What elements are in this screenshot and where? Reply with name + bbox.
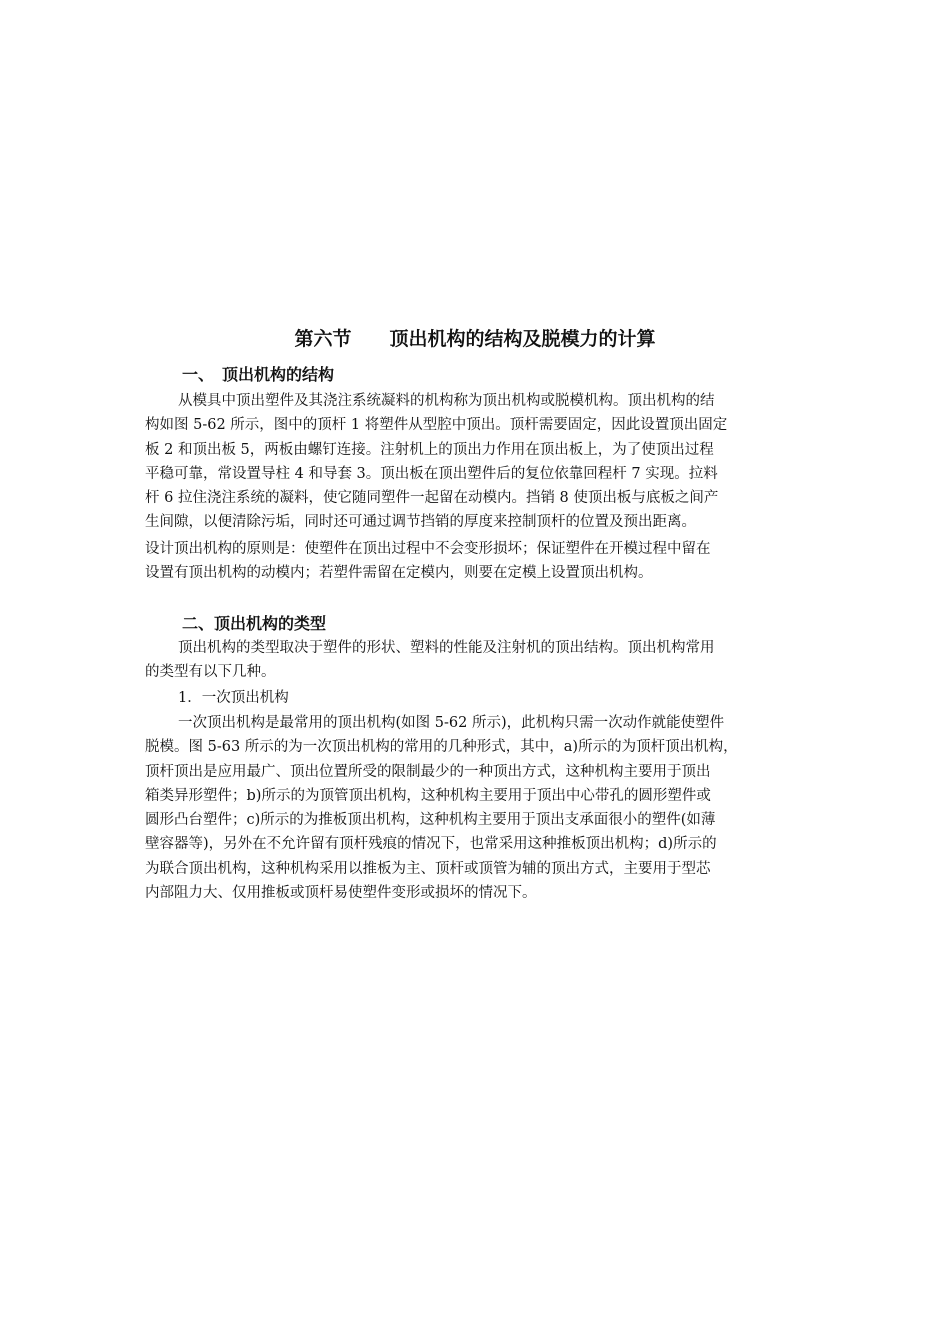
text-line: 杆 6 拉住浇注系统的凝料，使它随同塑件一起留在动模内。挡销 8 使顶出板与底板之间产 [145, 490, 719, 507]
text-line: 的类型有以下几种。 [145, 664, 276, 681]
section1-heading: 一、 顶出机构的结构 [182, 365, 335, 384]
text-line: 设置有顶出机构的动模内；若塑件需留在定模内，则要在定模上设置顶出机构。 [145, 565, 653, 582]
section1-paragraph-2 [145, 537, 810, 586]
subsection-heading: 1．一次顶出机构 [178, 690, 289, 706]
section1-paragraph-1 [145, 389, 810, 535]
text-line: 一次顶出机构是最常用的顶出机构(如图 5-62 所示)，此机构只需一次动作就能使塑件 [178, 715, 725, 731]
text-line: 平稳可靠，常设置导柱 4 和导套 3。顶出板在顶出塑件后的复位依靠回程杆 7 实现。拉料 [145, 465, 718, 482]
section2-heading: 二、顶出机构的类型 [182, 614, 327, 633]
text-line: 生间隙，以便清除污垢，同时还可通过调节挡销的厚度来控制顶杆的位置及预出距离。 [145, 514, 696, 531]
text-line: 圆形凸台塑件；c)所示的为推板顶出机构，这种机构主要用于顶出支承面很小的塑件(如薄 [145, 812, 716, 829]
text-line: 为联合顶出机构，这种机构采用以推板为主、顶杆或顶管为辅的顶出方式，主要用于型芯 [145, 860, 711, 877]
section2-paragraph-2 [145, 711, 810, 905]
text-line: 板 2 和顶出板 5，两板由螺钉连接。注射机上的顶出力作用在顶出板上，为了使顶出过程 [145, 441, 714, 458]
section2-paragraph-1 [145, 636, 810, 685]
text-line: 构如图 5-62 所示，图中的顶杆 1 将塑件从型腔中顶出。顶杆需要固定，因此设置顶出固定 [145, 417, 728, 434]
section-title: 第六节 顶出机构的结构及脱模力的计算 [294, 328, 656, 350]
text-line: 顶杆顶出是应用最广、顶出位置所受的限制最少的一种顶出方式，这种机构主要用于顶出 [145, 763, 711, 780]
text-line: 壁容器等)，另外在不允许留有顶杆残痕的情况下，也常采用这种推板顶出机构；d)所示的 [145, 836, 717, 853]
text-line: 顶出机构的类型取决于塑件的形状、塑料的性能及注射机的顶出结构。顶出机构常用 [178, 640, 715, 656]
text-line: 内部阻力大、仅用推板或顶杆易使塑件变形或损坏的情况下。 [145, 885, 537, 902]
text-line: 脱模。图 5-63 所示的为一次顶出机构的常用的几种形式，其中，a)所示的为顶杆顶出机构， [145, 739, 738, 756]
text-line: 箱类异形塑件；b)所示的为顶管顶出机构，这种机构主要用于顶出中心带孔的圆形塑件或 [145, 787, 711, 804]
text-line: 从模具中顶出塑件及其浇注系统凝料的机构称为顶出机构或脱模机构。顶出机构的结 [178, 393, 715, 409]
text-line: 设计顶出机构的原则是：使塑件在顶出过程中不会变形损坏；保证塑件在开模过程中留在 [145, 541, 711, 557]
